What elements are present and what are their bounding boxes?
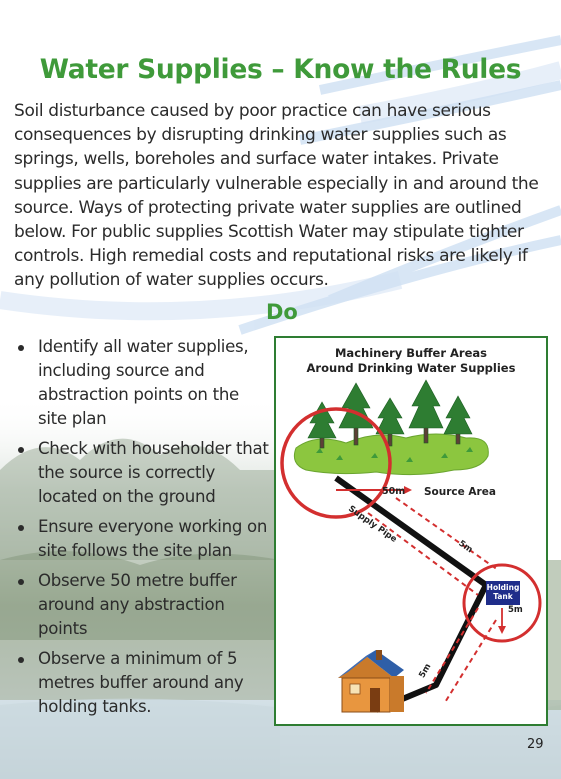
label-5m-upper: 5m (456, 538, 475, 556)
do-list (14, 335, 269, 725)
list-item: Observe a minimum of 5 metres buffer around any holding tanks. (14, 647, 269, 719)
intro-paragraph: Soil disturbance caused by poor practice can have serious consequences by disrupting drinking water supplies such as springs, wells, boreholes and surface water intakes. Private supplies are particularly vulnerable especially in and around the source. Ways of protecting private water supplies are outlined below. For public supplies Scottish Water may stipulate tighter controls. High remedial costs and reputational risks are likely if any pollution of water supplies occurs. (14, 101, 539, 291)
label-supply-pipe: Supply Pipe (346, 504, 399, 545)
list-item: Identify all water supplies, including source and abstraction points on the site plan (14, 335, 269, 431)
house-icon (338, 650, 404, 712)
label-5m-tank: 5m (508, 605, 523, 615)
diagram-title-line2: Around Drinking Water Supplies (306, 361, 516, 375)
list-item: Ensure everyone working on site follows the site plan (14, 515, 269, 563)
buffer-diagram (274, 336, 548, 726)
list-item: Check with householder that the source is correctly located on the ground (14, 437, 269, 509)
holding-tank-line1: Holding (486, 583, 520, 592)
page-title: Water Supplies – Know the Rules (39, 54, 522, 85)
page-number: 29 (527, 737, 544, 752)
label-holding-tank (486, 583, 520, 601)
holding-tank-line2: Tank (493, 592, 513, 601)
label-5m-lower: 5m (417, 662, 434, 680)
list-item: Observe 50 metre buffer around any abstraction points (14, 569, 269, 641)
diagram-drawing (276, 338, 546, 724)
diagram-title-line1: Machinery Buffer Areas (334, 346, 488, 360)
label-50m: 50m (382, 486, 406, 497)
do-heading: Do (266, 300, 298, 324)
label-source-area: Source Area (424, 486, 496, 498)
